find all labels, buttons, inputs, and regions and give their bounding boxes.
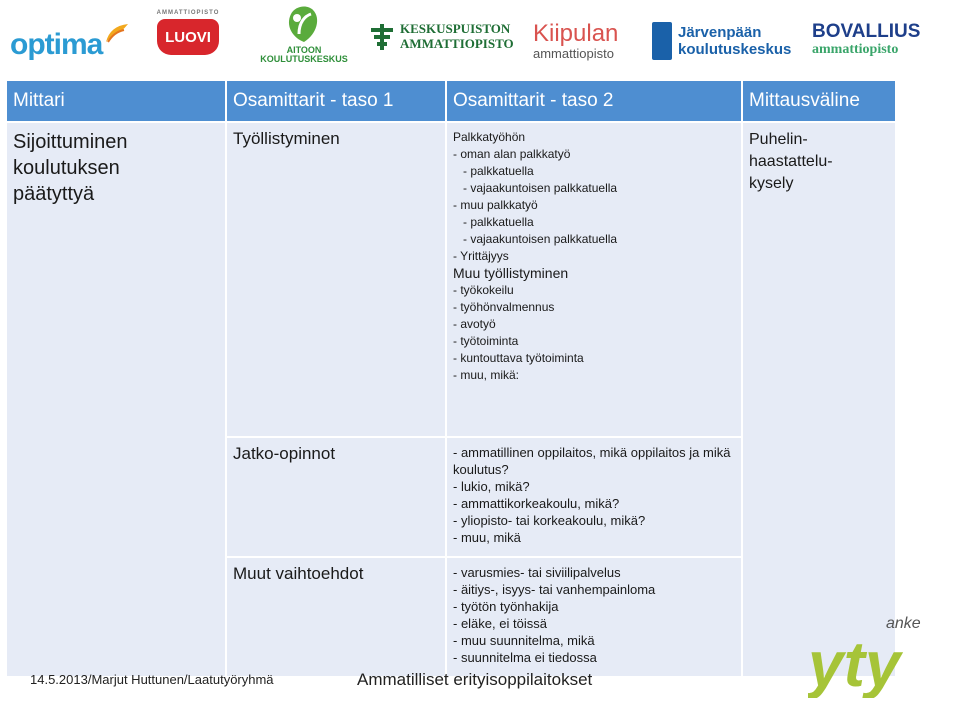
mittausvaline-cell [743,123,895,676]
mittari-line: koulutuksen [13,157,120,179]
kiipula-logo-line1: Kiipulan [533,20,619,47]
taso2-line: Palkkatyöhön [453,130,526,144]
taso2-line: - muu, mikä [453,530,521,545]
mittari-cell [7,123,225,676]
mittausvaline-line: kysely [749,175,794,192]
keskuspuiston-logo [368,20,514,52]
luovi-logo-badge [157,19,219,55]
taso2-line: - oman alan palkkatyö [453,147,571,161]
taso1-cell [227,123,445,436]
taso2-line: - varusmies- tai siviilipalvelus [453,565,621,580]
taso2-cell [447,438,741,556]
header-taso2: Osamittarit - taso 2 [447,81,741,121]
taso1-label: Työllistyminen [233,129,340,148]
taso2-line: - eläke, ei töissä [453,616,547,631]
taso2-line: - Yrittäjyys [453,249,509,263]
jarvenpaa-shield-icon [652,22,672,60]
table-header-row [7,81,895,121]
jarvenpaa-logo [652,22,791,60]
taso2-cell [447,123,741,436]
bovallius-logo-line2: ammattiopisto [812,42,899,57]
taso2-line: - muu, mikä: [453,368,520,382]
keskuspuiston-logo-line1: KESKUSPUISTON [400,21,511,36]
aitoon-logo [260,4,348,64]
mittari-line: päätyttyä [13,183,95,205]
optima-logo [10,28,130,62]
taso2-line: - muu suunnitelma, mikä [453,633,595,648]
table-row [7,123,895,436]
yty-logo-fragment: anke [886,615,921,632]
jarvenpaa-logo-line1: Järvenpään [678,24,762,41]
optima-leaf-icon [104,22,130,44]
bovallius-logo-line1: BOVALLIUS [812,21,921,42]
taso2-line: - yliopisto- tai korkeakoulu, mikä? [453,513,646,528]
luovi-logo-small: AMMATTIOPISTO [156,10,220,16]
keskuspuiston-tree-icon [368,20,396,52]
taso2-line: - äitiys-, isyys- tai vanhempainloma [453,582,656,597]
taso2-line: - palkkatuella [463,215,534,229]
keskuspuiston-logo-line2: AMMATTIOPISTO [400,36,514,51]
kiipula-logo [533,22,618,61]
mittausvaline-line: haastattelu- [749,153,833,170]
taso2-line: - työtoiminta [453,334,519,348]
taso1-label: Muut vaihtoehdot [233,564,364,583]
taso2-line: - työkokeilu [453,283,514,297]
taso2-line: - suunnitelma ei tiedossa [453,650,597,665]
taso2-line: - vajaakuntoisen palkkatuella [463,181,618,195]
logo-strip [0,0,960,72]
kiipula-logo-line2: ammattiopisto [533,46,614,61]
yty-logo [808,608,938,698]
taso2-cell [447,558,741,676]
taso1-label: Jatko-opinnot [233,444,336,463]
measurement-table [5,79,897,678]
luovi-logo [155,10,221,62]
luovi-logo-text: LUOVI [165,28,211,46]
taso2-line: - työhönvalmennus [453,300,555,314]
jarvenpaa-logo-line2: koulutuskeskus [678,41,792,58]
mittausvaline-line: Puhelin- [749,131,808,148]
bovallius-logo [812,22,920,58]
footer-author: 14.5.2013/Marjut Huttunen/Laatutyöryhmä [30,672,274,687]
yty-logo-text: yty [808,628,901,698]
taso2-line: - lukio, mikä? [453,479,530,494]
taso2-line: - työtön työnhakija [453,599,559,614]
header-taso1: Osamittarit - taso 1 [227,81,445,121]
taso2-line: Muu työllistyminen [453,265,569,281]
aitoon-logo-text: AITOON KOULUTUSKESKUS [260,45,348,64]
optima-logo-text: optima [10,28,103,61]
taso2-line: - ammatillinen oppilaitos, mikä oppilaitos ja mikä koulutus? [453,445,731,477]
taso2-line: - ammattikorkeakoulu, mikä? [453,496,620,511]
taso2-line: - kuntouttava työtoiminta [453,351,584,365]
header-mittausvaline: Mittausväline [743,81,895,121]
taso2-line: - palkkatuella [463,164,534,178]
taso2-line: - muu palkkatyö [453,198,538,212]
taso1-cell [227,558,445,676]
aitoon-tree-icon [275,4,333,44]
mittari-line: Sijoittuminen [13,131,128,153]
footer-title: Ammatilliset erityisoppilaitokset [357,670,593,689]
header-mittari: Mittari [7,81,225,121]
taso2-line: - avotyö [453,317,496,331]
taso1-cell [227,438,445,556]
taso2-line: - vajaakuntoisen palkkatuella [463,232,618,246]
